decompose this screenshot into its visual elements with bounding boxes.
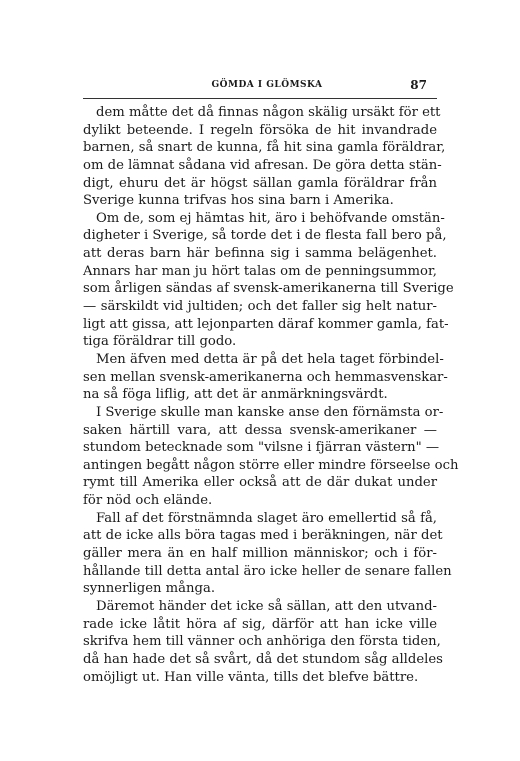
text-line: skrifva hem till vänner och anhöriga den första tiden,	[83, 634, 441, 650]
header-rule	[83, 98, 437, 99]
text-line: om de lämnat sådana vid afresan. De göra detta stän-	[83, 157, 442, 173]
text-line: na så föga liflig, att det är anmärkningsvärdt.	[83, 387, 388, 403]
text-line: antingen begått någon större eller mindre förseelse och	[83, 457, 459, 473]
text-line: Annars har man ju hört talas om de penningsummor,	[83, 263, 437, 279]
text-line: rade icke låtit höra af sig, därför att han icke ville	[83, 616, 437, 632]
text-line: Fall af det förstnämnda slaget äro emellertid så få,	[96, 510, 437, 526]
text-line: I Sverige skulle man kanske anse den förnämsta or-	[96, 404, 444, 420]
text-body	[83, 104, 459, 686]
running-title: GÖMDA I GLÖMSKA	[211, 80, 323, 90]
text-line: sen mellan svensk-amerikanerna och hemmasvenskar-	[83, 369, 448, 385]
text-line: digt, ehuru det är högst sällan gamla föräldrar från	[83, 175, 437, 191]
text-line: hållande till detta antal äro icke heller de senare fallen	[83, 563, 452, 579]
text-line: Men äfven med detta är på det hela taget förbindel-	[96, 351, 444, 367]
text-line: Om de, som ej hämtas hit, äro i behöfvande omstän-	[96, 210, 445, 226]
text-line: dem måtte det då finnas någon skälig ursäkt för ett	[96, 105, 441, 120]
text-line: tiga föräldrar till godo.	[83, 334, 237, 350]
text-line: rymt till Amerika eller också att de där dukat under	[83, 475, 437, 491]
text-line: Däremot händer det icke så sällan, att den utvand-	[96, 598, 437, 614]
text-line: ligt att gissa, att lejonparten däraf kommer gamla, fat-	[83, 316, 449, 332]
text-line: dylikt beteende. I regeln försöka de hit invandrade	[83, 122, 437, 138]
text-line: som årligen sändas af svensk-amerikanerna till Sverige	[83, 281, 454, 297]
page-number: 87	[410, 78, 427, 92]
text-line: barnen, så snart de kunna, få hit sina gamla föräldrar,	[83, 140, 446, 156]
text-line: digheter i Sverige, så torde det i de flesta fall bero på,	[83, 228, 447, 244]
text-line: stundom betecknade som "vilsne i fjärran västern" —	[83, 440, 440, 456]
text-line: saken härtill vara, att dessa svensk-amerikaner —	[83, 422, 437, 438]
text-line: att de icke alls böra tagas med i beräkningen, när det	[83, 528, 443, 544]
text-line: då han hade det så svårt, då det stundom såg alldeles	[83, 651, 443, 667]
text-line: Sverige kunna trifvas hos sina barn i Amerika.	[83, 193, 394, 209]
running-head	[107, 80, 427, 94]
text-line: synnerligen många.	[83, 581, 216, 597]
text-line: — särskildt vid jultiden; och det faller sig helt natur-	[83, 299, 437, 315]
text-line: omöjligt ut. Han ville vänta, tills det blefve bättre.	[83, 669, 419, 685]
text-line: för nöd och elände.	[83, 493, 213, 509]
text-line: att deras barn här befinna sig i samma belägenhet.	[83, 246, 437, 262]
text-line: gäller mera än en half million människor; och i för-	[83, 546, 437, 562]
